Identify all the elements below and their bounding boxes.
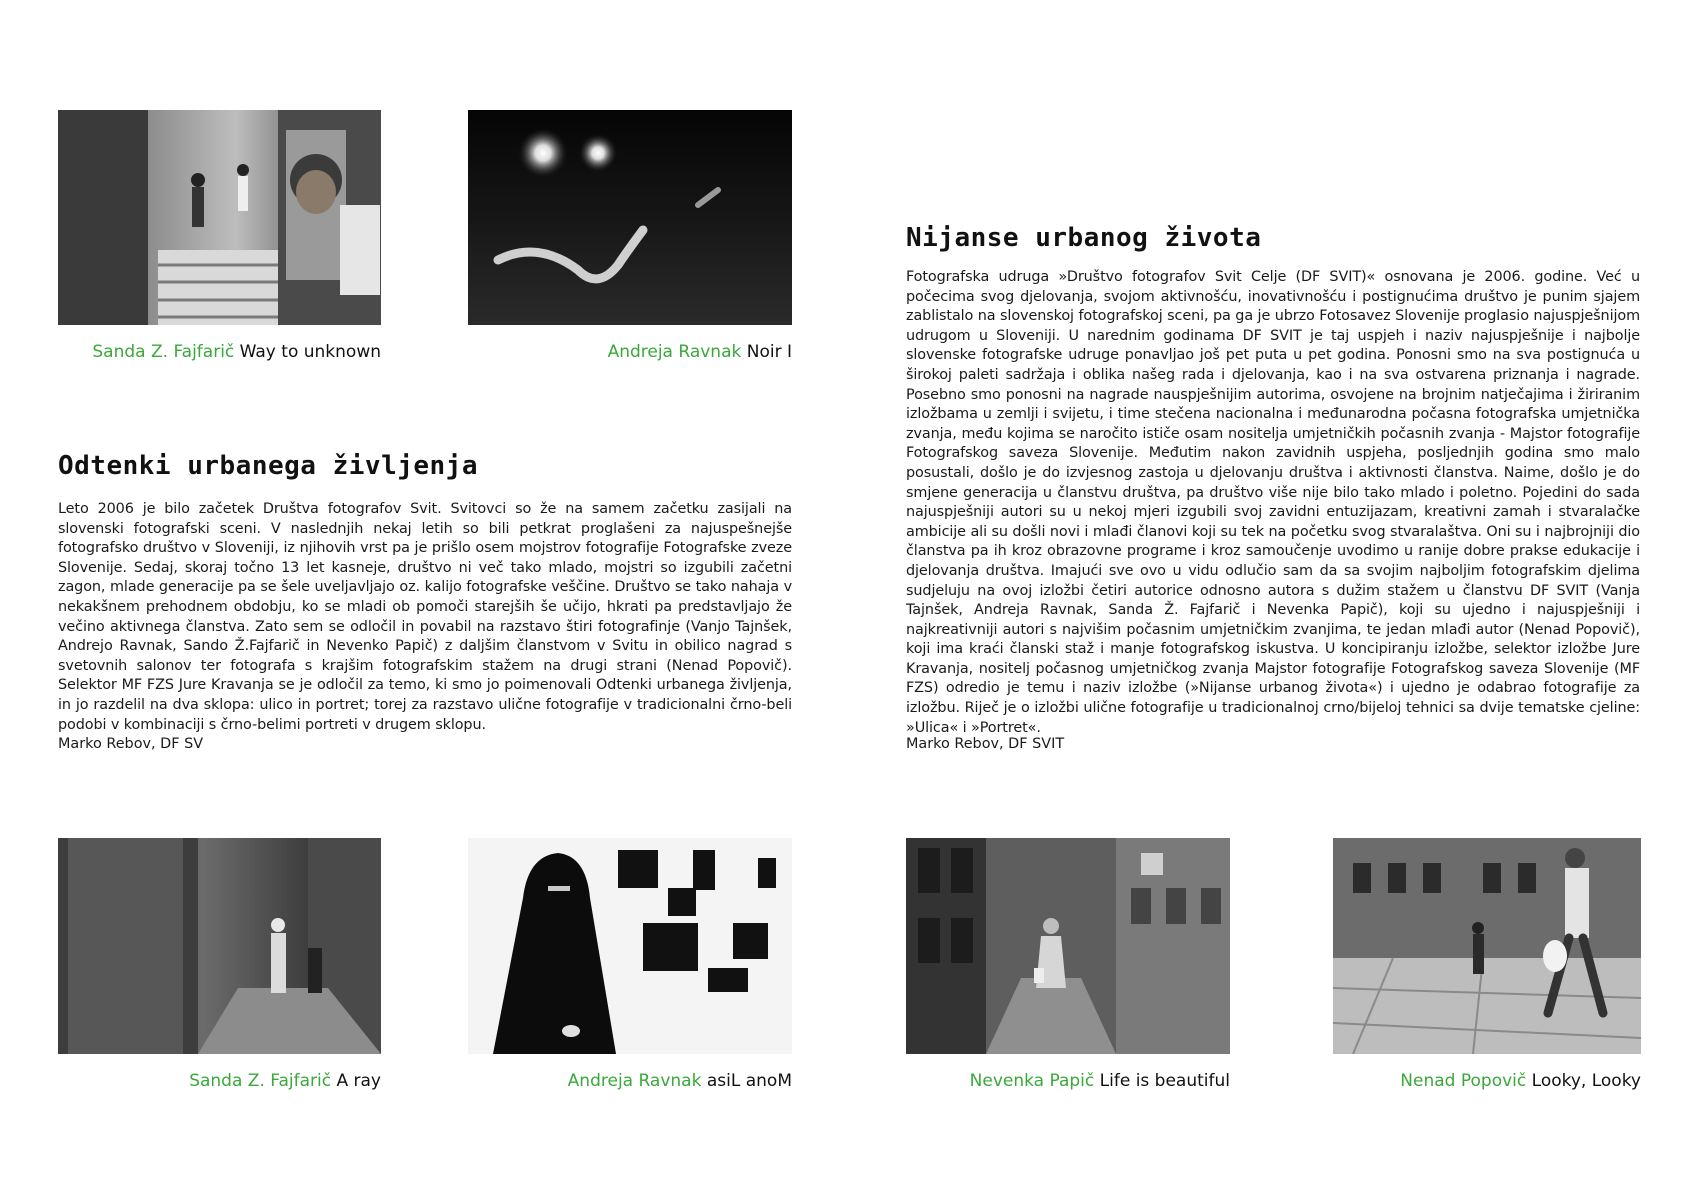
photo-caption [468, 341, 792, 363]
photo-way-to-unknown [58, 110, 381, 325]
photo-asil-anom [468, 838, 792, 1054]
photo-author: Andreja Ravnak [607, 342, 742, 362]
photo-title: asiL anoM [706, 1071, 792, 1091]
photo-caption [1333, 1070, 1641, 1092]
photo-title: Noir I [746, 342, 792, 362]
photo-life-is-beautiful [906, 838, 1230, 1054]
photo-noir-i [468, 110, 792, 325]
photo-title: A ray [336, 1071, 381, 1091]
photo-title: Way to unknown [239, 342, 381, 362]
photo-author: Nevenka Papič [969, 1071, 1095, 1091]
photo-caption [468, 1070, 792, 1092]
photo-title: Looky, Looky [1531, 1071, 1641, 1091]
left-article-body: Leto 2006 je bilo začetek Društva fotografov Svit. Svitovci so že na samem začetku zasijali na slovenski fotografski sceni. V naslednjih nekaj letih so bili petkrat proglašeni za najuspešnejše fotografsko društvo v Sloveniji, iz njihovih vrst pa je prišlo osem mojstrov fotografije Fotografske zveze Slovenije. Sedaj, skoraj točno 13 let kasneje, društvo ni več tako mlado, mojstri so izgubili začetni zagon, mlade generacije pa se šele uveljavljajo oz. kalijo fotografske veščine. Društvo se tako nahaja v nekakšnem prehodnem obdobju, ko se mladi ob pomoči starejših še učijo, hkrati pa predstavljajo že večino aktivnega članstva. Zato sem se odločil in povabil na razstavo štiri fotografinje (Vanjo Tajnšek, Andrejo Ravnak, Sando Ž.Fajfarič in Nevenko Papič) z daljšim članstvom v Svitu in obilico nagrad s svetovnih salonov ter fotografa s krajšim fotografskim stažem na drugi strani (Nenad Popovič). Selektor MF FZS Jure Kravanja se je odločil za temo, ki smo jo poimenovali Odtenki urbanega življenja, in jo razdelil na dva sklopa: ulico in portret; torej za razstavo ulične fotografije v tradicionalni črno-beli podobi v kombinaciji s črno-belimi portreti v drugem sklopu. [58, 501, 792, 733]
photo-author: Andreja Ravnak [567, 1071, 702, 1091]
left-article-signature: Marko Rebov, DF SV [58, 736, 204, 752]
right-article-heading: Nijanse urbanog života [906, 223, 1262, 253]
right-article-body: Fotografska udruga »Društvo fotografov Svit Celje (DF SVIT)« osnovana je 2006. godine. Već u počecima svog djelovanja, svojom aktivnošću, inovativnošću i postignućima društvo je punim sjajem zablistalo na slovenskoj fotografskoj sceni, pa ga je ubrzo Fotosavez Slovenije proglasio najuspješnijom udrugom u Sloveniji. U narednim godinama DF SVIT je taj uspjeh i naziv najuspješnije i najbolje slovenske fotografske udruge ponavljao još pet puta u pet godina. Ponosni smo na sva postignuća u širokoj paleti sadržaja i oblika našeg rada i djelovanja, kao i na sva ostvarena priznanja i nagrade. Posebno smo ponosni na nagrade nauspješnijim autorima, osvojene na brojnim natječajima i žiriranim izložbama u zemlji i svijetu, i time stečena nacionalna i međunarodna počasna fotografska umjetnička zvanja, među kojima se naročito ističe osam nositelja umjetničkih počasnih zvanja - Majstor fotografije Fotografskog saveza Slovenije. Međutim nakon zavidnih uspjeha, posljednjih godina smo malo posustali, došlo je do izvjesnog zastoja u djelovanju društva i aktivnosti članstva. Naime, došlo je do smjene generacija u članstvu društva, pa društvo više nije bilo tako mlado i poletno. Pojedini do sada najuspješniji autori su u nekoj mjeri izgubili svoj zavidni entuzijazam, kreativni zamah i stvaralačke ambicije ali su došli novi i mlađi članovi koji su tek na početku svog stvaralaštva. Oni su i najbrojniji dio članstva pa ih kroz obrazovne programe i kroz samoučenje uvodimo u ranije dobre prakse edukacije i djelovanja društva. Imajući sve ovo u vidu odlučio sam da sa svojim najboljim fotografskim djelima sudjeluju na ovoj izložbi četiri autorice odnosno autora s dužim stažem u članstvu DF SVIT (Vanja Tajnšek, Andreja Ravnak, Sanda Ž. Fajfarič i Nevenka Papič), koji su ujedno i najuspješniji i najkreativniji autori s najvišim počasnim umjetničkim zvanjima, te jedan mlađi autor (Nenad Popovič), koji ima kraći članski staž i manje fotografskog iskustva. U koncipiranju izložbe, selektor izložbe Jure Kravanja, nositelj počasnog umjetničkog zvanja Majstor fotografije Fotografskog saveza Slovenije (MF FZS) odredio je temu i naziv izložbe (»Nijanse urbanog života«) i ujedno je odabrao fotografije za izložbu. Riječ je o izložbi ulične fotografije u tradicionalnoj crno/bijeloj tehnici sa dvije tematske cjeline: »Ulica« i »Portret«. [906, 269, 1640, 736]
right-article-signature: Marko Rebov, DF SVIT [906, 736, 1065, 752]
photo-author: Sanda Z. Fajfarič [92, 342, 235, 362]
photo-a-ray [58, 838, 381, 1054]
left-article-heading: Odtenki urbanega življenja [58, 451, 478, 481]
photo-author: Sanda Z. Fajfarič [189, 1071, 332, 1091]
photo-caption [906, 1070, 1230, 1092]
photo-caption [58, 1070, 381, 1092]
photo-looky-looky [1333, 838, 1641, 1054]
photo-title: Life is beautiful [1099, 1071, 1230, 1091]
photo-caption [58, 341, 381, 363]
photo-author: Nenad Popovič [1400, 1071, 1527, 1091]
